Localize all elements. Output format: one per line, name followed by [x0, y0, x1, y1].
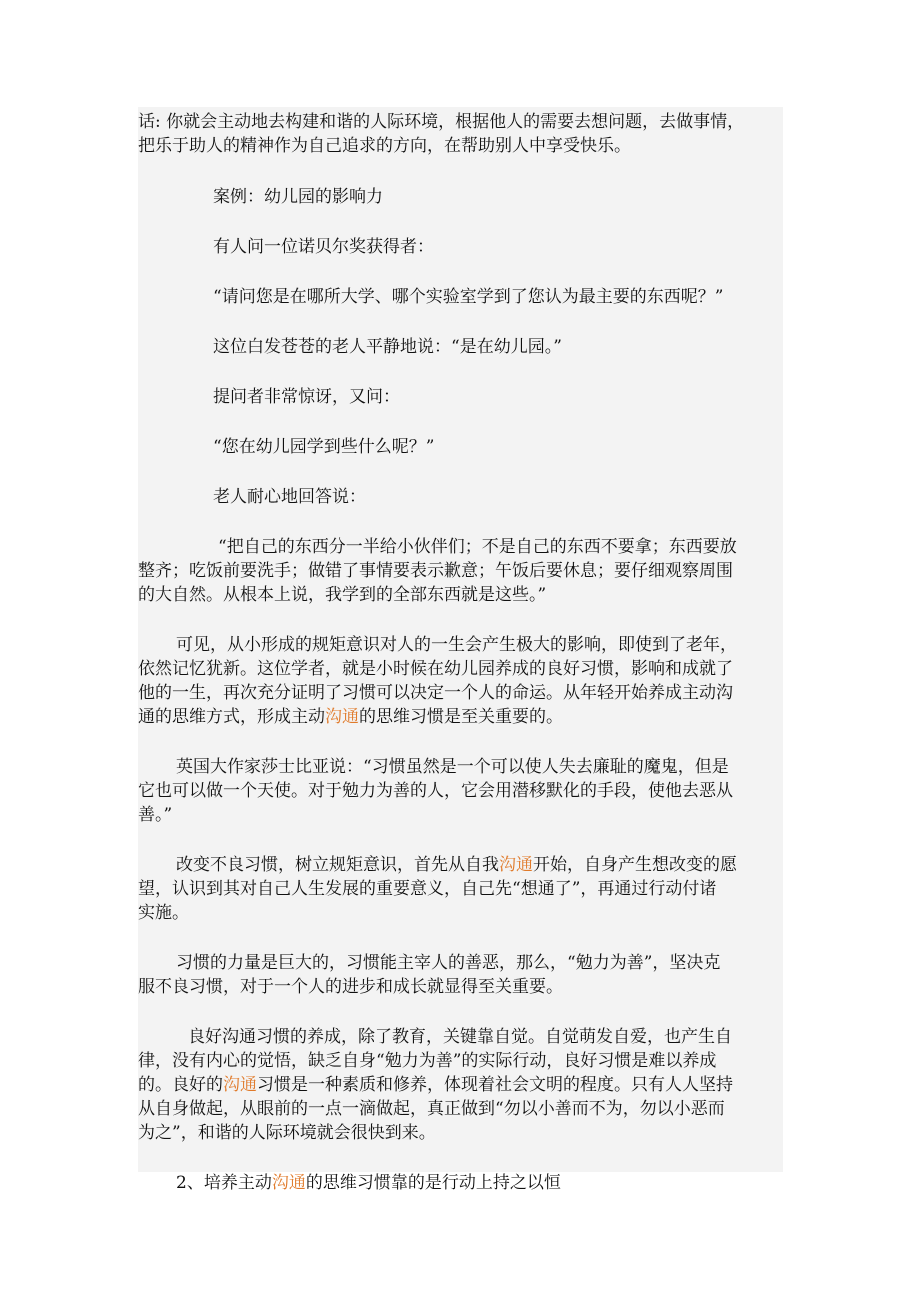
document-body	[138, 110, 783, 1195]
text-line: “您在幼儿园学到些什么呢？”	[213, 437, 435, 457]
text-line: 实施。	[138, 903, 189, 923]
text-line: 为之”，和谐的人际环境就会很快到来。	[138, 1123, 436, 1143]
case-title: 案例：幼儿园的影响力	[213, 187, 383, 207]
text-line	[176, 853, 783, 877]
text-line: 服不良习惯，对于一个人的进步和成长就显得至关重要。	[138, 977, 563, 997]
text-line: 它也可以做一个天使。对于勉力为善的人，它会用潜移默化的手段，使他去恶从	[138, 781, 733, 801]
text-line: 英国大作家莎士比亚说：“习惯虽然是一个可以使人失去廉耻的魔鬼，但是	[176, 757, 729, 777]
goutong-link[interactable]: 沟通	[223, 1075, 257, 1095]
text-span: 开始，自身产生想改变的愿	[533, 855, 737, 875]
text-span: 通的思维方式，形成主动	[138, 707, 325, 727]
text-line: 可见，从小形成的规矩意识对人的一生会产生极大的影响，即使到了老年，	[176, 635, 737, 655]
text-line: 律，没有内心的觉悟，缺乏自身“勉力为善”的实际行动，良好习惯是难以养成	[138, 1051, 717, 1071]
text-line	[138, 1073, 783, 1097]
text-line: 话: 你就会主动地去构建和谐的人际环境，根据他人的需要去想问题，去做事情，	[138, 112, 745, 132]
text-line: 望，认识到其对自己人生发展的重要意义，自己先“想通了”，再通过行动付诸	[138, 879, 717, 899]
text-line	[138, 705, 783, 729]
text-line: 依然记忆犹新。这位学者，就是小时候在幼儿园养成的良好习惯，影响和成就了	[138, 659, 733, 679]
text-line: 老人耐心地回答说：	[213, 487, 366, 507]
text-line: 的大自然。从根本上说，我学到的全部东西就是这些。”	[138, 585, 547, 605]
text-span: 习惯是一种素质和修养，体现着社会文明的程度。只有人人坚持	[257, 1075, 733, 1095]
section-heading	[176, 1171, 783, 1195]
text-line: 良好沟通习惯的养成，除了教育，关键靠自觉。自觉萌发自爱，也产生自	[188, 1027, 732, 1047]
goutong-link[interactable]: 沟通	[271, 1173, 306, 1193]
text-line: 把乐于助人的精神作为自己追求的方向，在帮助别人中享受快乐。	[138, 136, 631, 156]
goutong-link[interactable]: 沟通	[499, 855, 533, 875]
text-span: 2、培养主动	[176, 1173, 272, 1193]
text-span: 的思维习惯是至关重要的。	[359, 707, 563, 727]
text-span: 的思维习惯靠的是行动上持之以恒	[305, 1173, 561, 1193]
text-line: 有人问一位诺贝尔奖获得者：	[213, 237, 434, 257]
text-line: 提问者非常惊讶，又问：	[213, 387, 400, 407]
text-line: 从自身做起，从眼前的一点一滴做起，真正做到“勿以小善而不为，勿以小恶而	[138, 1099, 725, 1119]
text-line: 习惯的力量是巨大的，习惯能主宰人的善恶，那么，“勉力为善”，坚决克	[176, 953, 721, 973]
text-span: 改变不良习惯，树立规矩意识，首先从自我	[176, 855, 499, 875]
text-line: 他的一生，再次充分证明了习惯可以决定一个人的命运。从年轻开始养成主动沟	[138, 683, 733, 703]
text-line: 善。”	[138, 805, 173, 825]
text-line: 整齐；吃饭前要洗手；做错了事情要表示歉意；午饭后要休息；要仔细观察周围	[138, 561, 733, 581]
text-line: “把自己的东西分一半给小伙伴们；不是自己的东西不要拿；东西要放	[218, 537, 737, 557]
text-line: “请问您是在哪所大学、哪个实验室学到了您认为最主要的东西呢？”	[213, 287, 724, 307]
text-span: 的。良好的	[138, 1075, 223, 1095]
text-line: 这位白发苍苍的老人平静地说：“是在幼儿园。”	[213, 337, 562, 357]
goutong-link[interactable]: 沟通	[325, 707, 359, 727]
